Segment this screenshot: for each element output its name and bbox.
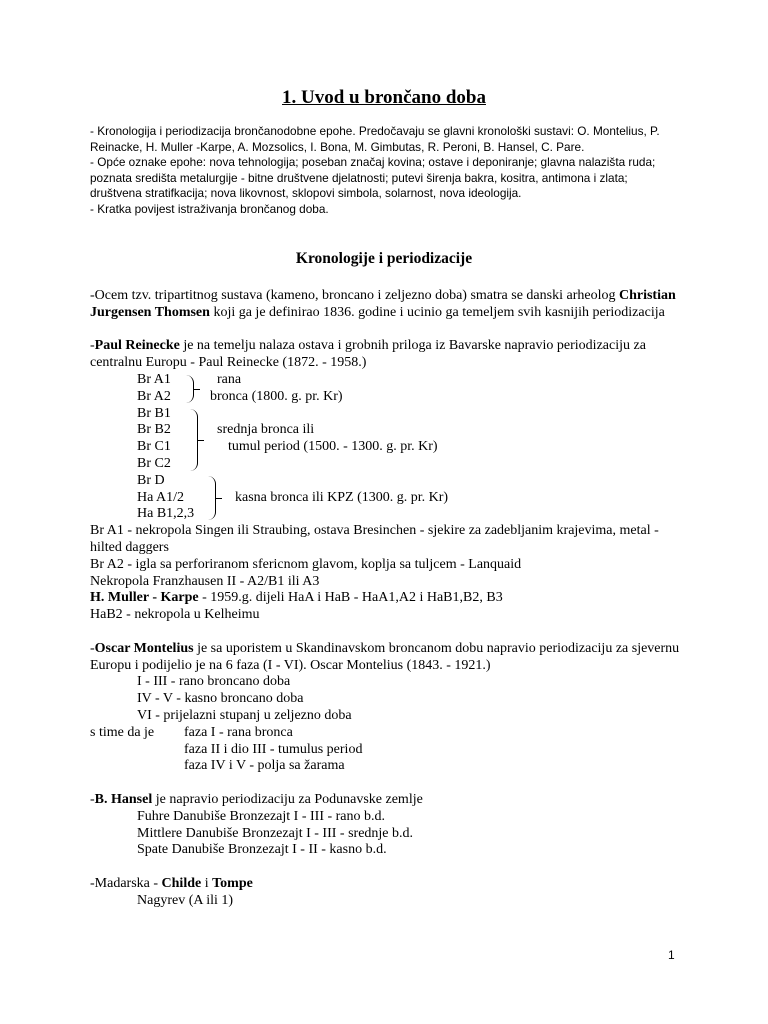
madarska-paragraph: -Madarska - Childe i Tompe xyxy=(90,875,253,891)
note-line: Nekropola Franzhausen II - A2/B1 ili A3 xyxy=(90,573,320,589)
group-label: tumul period (1500. - 1300. g. pr. Kr) xyxy=(228,439,438,455)
phase-line: faza I - rana bronca xyxy=(184,724,293,740)
phase-line: Nagyrev (A ili 1) xyxy=(137,892,234,908)
phase-line: faza IV i V - polja sa žarama xyxy=(184,758,345,774)
section-title: Kronologije i periodizacije xyxy=(295,250,473,267)
group-label: bronca (1800. g. pr. Kr) xyxy=(210,388,343,404)
period-label: Ha A1/2 xyxy=(137,489,185,505)
period-label: Br B1 xyxy=(137,405,171,421)
intro-block xyxy=(90,124,680,218)
intro-paragraph: - Kratka povijest istraživanja brončanog doba. xyxy=(90,201,329,216)
brace-srednja xyxy=(190,409,198,471)
phase-line: Mittlere Danubiše Bronzezajt I - III - srednje b.d. xyxy=(137,825,414,841)
brace-kasna xyxy=(208,476,216,520)
period-label: Br B2 xyxy=(137,422,171,438)
phase-line: I - III - rano broncano doba xyxy=(137,674,291,690)
reinecke-paragraph: -Paul Reinecke je na temelju nalaza ostava i grobnih priloga iz Bavarske napravio periodizaciju za centralnu Europu - Paul Reinecke (1872. - 1958.) xyxy=(90,338,646,371)
thomsen-paragraph: -Ocem tzv. tripartitnog sustava (kameno, broncano i zeljezno doba) smatra se danski arheolog Christian Jurgensen Thomsen koji ga je definirao 1836. godine i ucinio ga temeljem svih kasnijih periodizacija xyxy=(90,288,676,320)
brace-rana xyxy=(186,375,194,403)
group-label: kasna bronca ili KPZ (1300. g. pr. Kr) xyxy=(235,489,449,505)
note-line: HaB2 - nekropola u Kelheimu xyxy=(90,607,260,623)
author-name: Christian Jurgensen Thomsen xyxy=(90,288,676,320)
author-name: B. Hansel xyxy=(94,791,153,807)
montelius-paragraph: -Oscar Montelius je sa uporistem u Skandinavskom broncanom dobu napravio periodizaciju za sjevernu Europu i podijelio je na 6 faza (I - VI). Oscar Montelius (1843. - 1921.) xyxy=(90,640,680,673)
period-label: Br D xyxy=(137,472,165,488)
author-name: Oscar Montelius xyxy=(94,640,194,656)
period-label: Ha B1,2,3 xyxy=(137,506,195,522)
note-line: Br A1 - nekropola Singen ili Straubing, ostava Bresinchen - sjekire za zadebljanim krajevima, metal - hilted daggers xyxy=(90,523,659,555)
muller-paragraph: H. Muller - Karpe - 1959.g. dijeli HaA i HaB - HaA1,A2 i HaB1,B2, B3 xyxy=(90,590,503,606)
author-name: H. Muller - Karpe xyxy=(90,590,199,606)
author-name: Childe xyxy=(161,875,202,891)
period-label: Br A2 xyxy=(137,388,171,404)
hansel-paragraph: -B. Hansel je napravio periodizaciju za Podunavske zemlje xyxy=(90,791,423,807)
period-label: Br C2 xyxy=(137,455,171,471)
group-label: rana xyxy=(217,371,242,387)
phase-line: Spate Danubiše Bronzezajt I - II - kasno b.d. xyxy=(137,842,387,858)
phase-line: Fuhre Danubiše Bronzezajt I - III - rano b.d. xyxy=(137,808,386,824)
phase-line: IV - V - kasno broncano doba xyxy=(137,691,304,707)
intro-paragraph: - Opće oznake epohe: nova tehnologija; poseban značaj kovina; ostave i deponiranje; glavna nalazišta ruda; poznata središta metalurgije - bitne društvene djelatnosti; putevi širenja bakra, kositra, antimona i zlata; društvena stratifkacija; nova likovnost, sklopovi simbola, solarnost, nova ideologija. xyxy=(90,155,656,201)
lead-text: s time da je xyxy=(90,724,155,740)
period-label: Br C1 xyxy=(137,439,171,455)
intro-paragraph: - Kronologija i periodizacija brončanodobne epohe. Predočavaju se glavni kronološki sustavi: O. Montelius, P. Reinacke, H. Muller -Karpe, A. Mozsolics, I. Bona, M. Gimbutas, R. Peroni, B. Hansel, C. Pare. xyxy=(90,124,660,154)
chapter-title: 1. Uvod u brončano doba xyxy=(282,87,486,108)
body-text xyxy=(90,288,690,909)
period-label: Br A1 xyxy=(137,371,171,387)
page-number: 1 xyxy=(668,948,675,962)
phase-line: faza II i dio III - tumulus period xyxy=(184,741,363,757)
author-name: Tompe xyxy=(212,875,253,891)
phase-line: VI - prijelazni stupanj u zeljezno doba xyxy=(137,707,352,723)
note-line: Br A2 - igla sa perforiranom sfericnom glavom, koplja sa tuljcem - Lanquaid xyxy=(90,556,522,572)
reinecke-periods xyxy=(90,372,690,523)
author-name: Paul Reinecke xyxy=(94,338,180,354)
group-label: srednja bronca ili xyxy=(217,422,315,438)
